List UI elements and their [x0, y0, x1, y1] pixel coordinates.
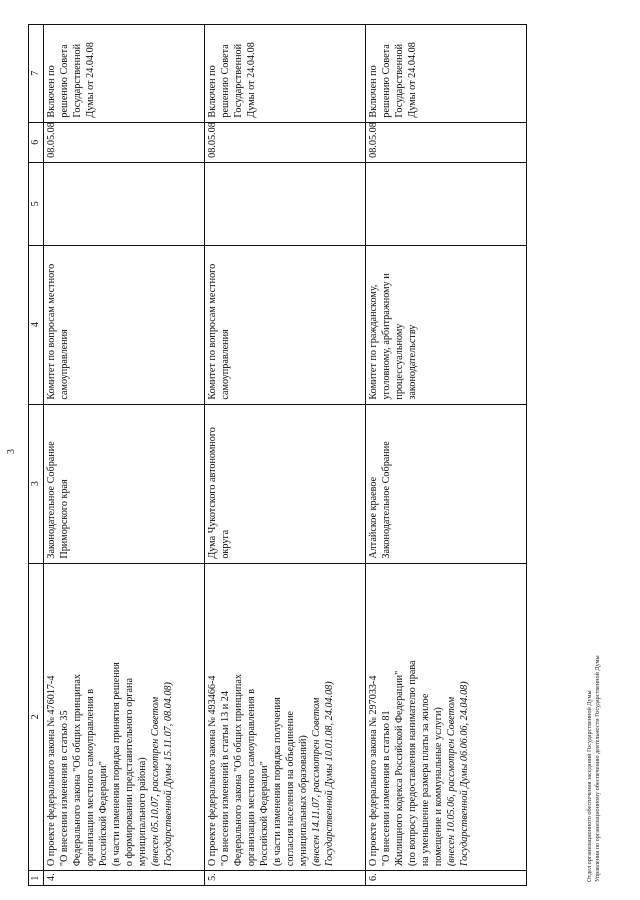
responsible-committee: Комитет по гражданскому, уголовному, арбитражному и процессуальному законодательству: [366, 245, 527, 404]
bill-line: О проекте федерального закона № 493466-4: [207, 675, 218, 867]
bill-author: Дума Чукотского автономного округа: [205, 404, 366, 563]
bill-line: согласия населения на объединение: [285, 710, 296, 867]
row-number: 4.: [44, 871, 205, 886]
column-number-row: [29, 25, 44, 886]
bill-description: [366, 563, 527, 871]
bill-line: (в части изменения порядка получения: [272, 697, 283, 867]
table-row: [205, 25, 366, 886]
column-header: 1: [29, 871, 44, 886]
column-header: 4: [29, 245, 44, 404]
footer-line: Управления по организационному обеспечению деятельности Государственной Думы: [594, 655, 601, 882]
bill-line: Российской Федерации": [259, 761, 270, 867]
bill-history-line: Государственной Думы 06.06.06, 24.04.08): [459, 681, 470, 867]
agenda-table: [28, 24, 527, 886]
bill-line: муниципальных образований): [298, 735, 309, 867]
column-5-cell: [44, 162, 205, 245]
bill-history-line: (внесен 10.05.06, рассмотрен Советом: [446, 696, 457, 867]
bill-line: (в части изменения порядка принятия решения: [111, 662, 122, 867]
bill-description: [44, 563, 205, 871]
bill-line: организации местного самоуправления в: [246, 688, 257, 867]
row-number: 6.: [366, 871, 527, 886]
bill-line: (по вопросу предоставления нанимателю права: [407, 660, 418, 867]
review-date: 08.05.08: [366, 122, 527, 162]
column-header: 3: [29, 404, 44, 563]
review-date: 08.05.08: [205, 122, 366, 162]
page-number: 3: [6, 449, 17, 454]
table-row: [44, 25, 205, 886]
table-row: [366, 25, 527, 886]
bill-author: Алтайское краевое Законодательное Собрание: [366, 404, 527, 563]
inclusion-note: Включен по решению Совета Государственной Думы от 24.04.08: [205, 25, 366, 123]
bill-line: О проекте федерального закона № 476017-4: [46, 675, 57, 867]
responsible-committee: Комитет по вопросам местного самоуправления: [205, 245, 366, 404]
review-date: 08.05.08: [44, 122, 205, 162]
column-header: 7: [29, 25, 44, 123]
bill-history-line: (внесен 05.10.07, рассмотрен Советом: [150, 696, 161, 867]
column-header: 5: [29, 162, 44, 245]
bill-line: Жилищного кодекса Российской Федерации": [394, 670, 405, 867]
bill-line: о формировании представительного органа: [124, 678, 135, 867]
bill-author: Законодательное Собрание Приморского края: [44, 404, 205, 563]
bill-history-line: (внесен 14.11.07, рассмотрен Советом: [311, 697, 322, 867]
bill-line: на уменьшение размера платы за жилое: [420, 693, 431, 867]
bill-line: "О внесении изменения в статью 81: [381, 710, 392, 867]
responsible-committee: Комитет по вопросам местного самоуправления: [44, 245, 205, 404]
bill-line: организации местного самоуправления в: [85, 688, 96, 867]
inclusion-note: Включен по решению Совета Государственной Думы от 24.04.08: [366, 25, 527, 123]
column-header: 2: [29, 563, 44, 871]
footer-line: Отдел организационного обеспечения заседаний Государственной Думы: [586, 690, 593, 882]
inclusion-note: Включен по решению Совета Государственной Думы от 24.04.08: [44, 25, 205, 123]
column-5-cell: [205, 162, 366, 245]
bill-line: помещение и коммунальные услуги): [433, 707, 444, 867]
row-number: 5.: [205, 871, 366, 886]
bill-description: [205, 563, 366, 871]
bill-line: "О внесении изменения в статью 35: [59, 710, 70, 867]
footer-department: [586, 655, 602, 882]
bill-line: Федерального закона "Об общих принципах: [72, 673, 83, 867]
bill-line: "О внесении изменений в статьи 13 и 24: [220, 691, 231, 867]
column-header: 6: [29, 122, 44, 162]
bill-line: Российской Федерации": [98, 761, 109, 867]
bill-line: О проекте федерального закона № 297033-4: [368, 675, 379, 867]
column-5-cell: [366, 162, 527, 245]
bill-line: Федерального закона "Об общих принципах: [233, 673, 244, 867]
bill-line: муниципального района): [137, 757, 148, 867]
bill-history-line: Государственной Думы 10.01.08, 24.04.08): [324, 681, 335, 867]
bill-history-line: Государственной Думы 15.11.07, 08.04.08): [163, 682, 174, 867]
